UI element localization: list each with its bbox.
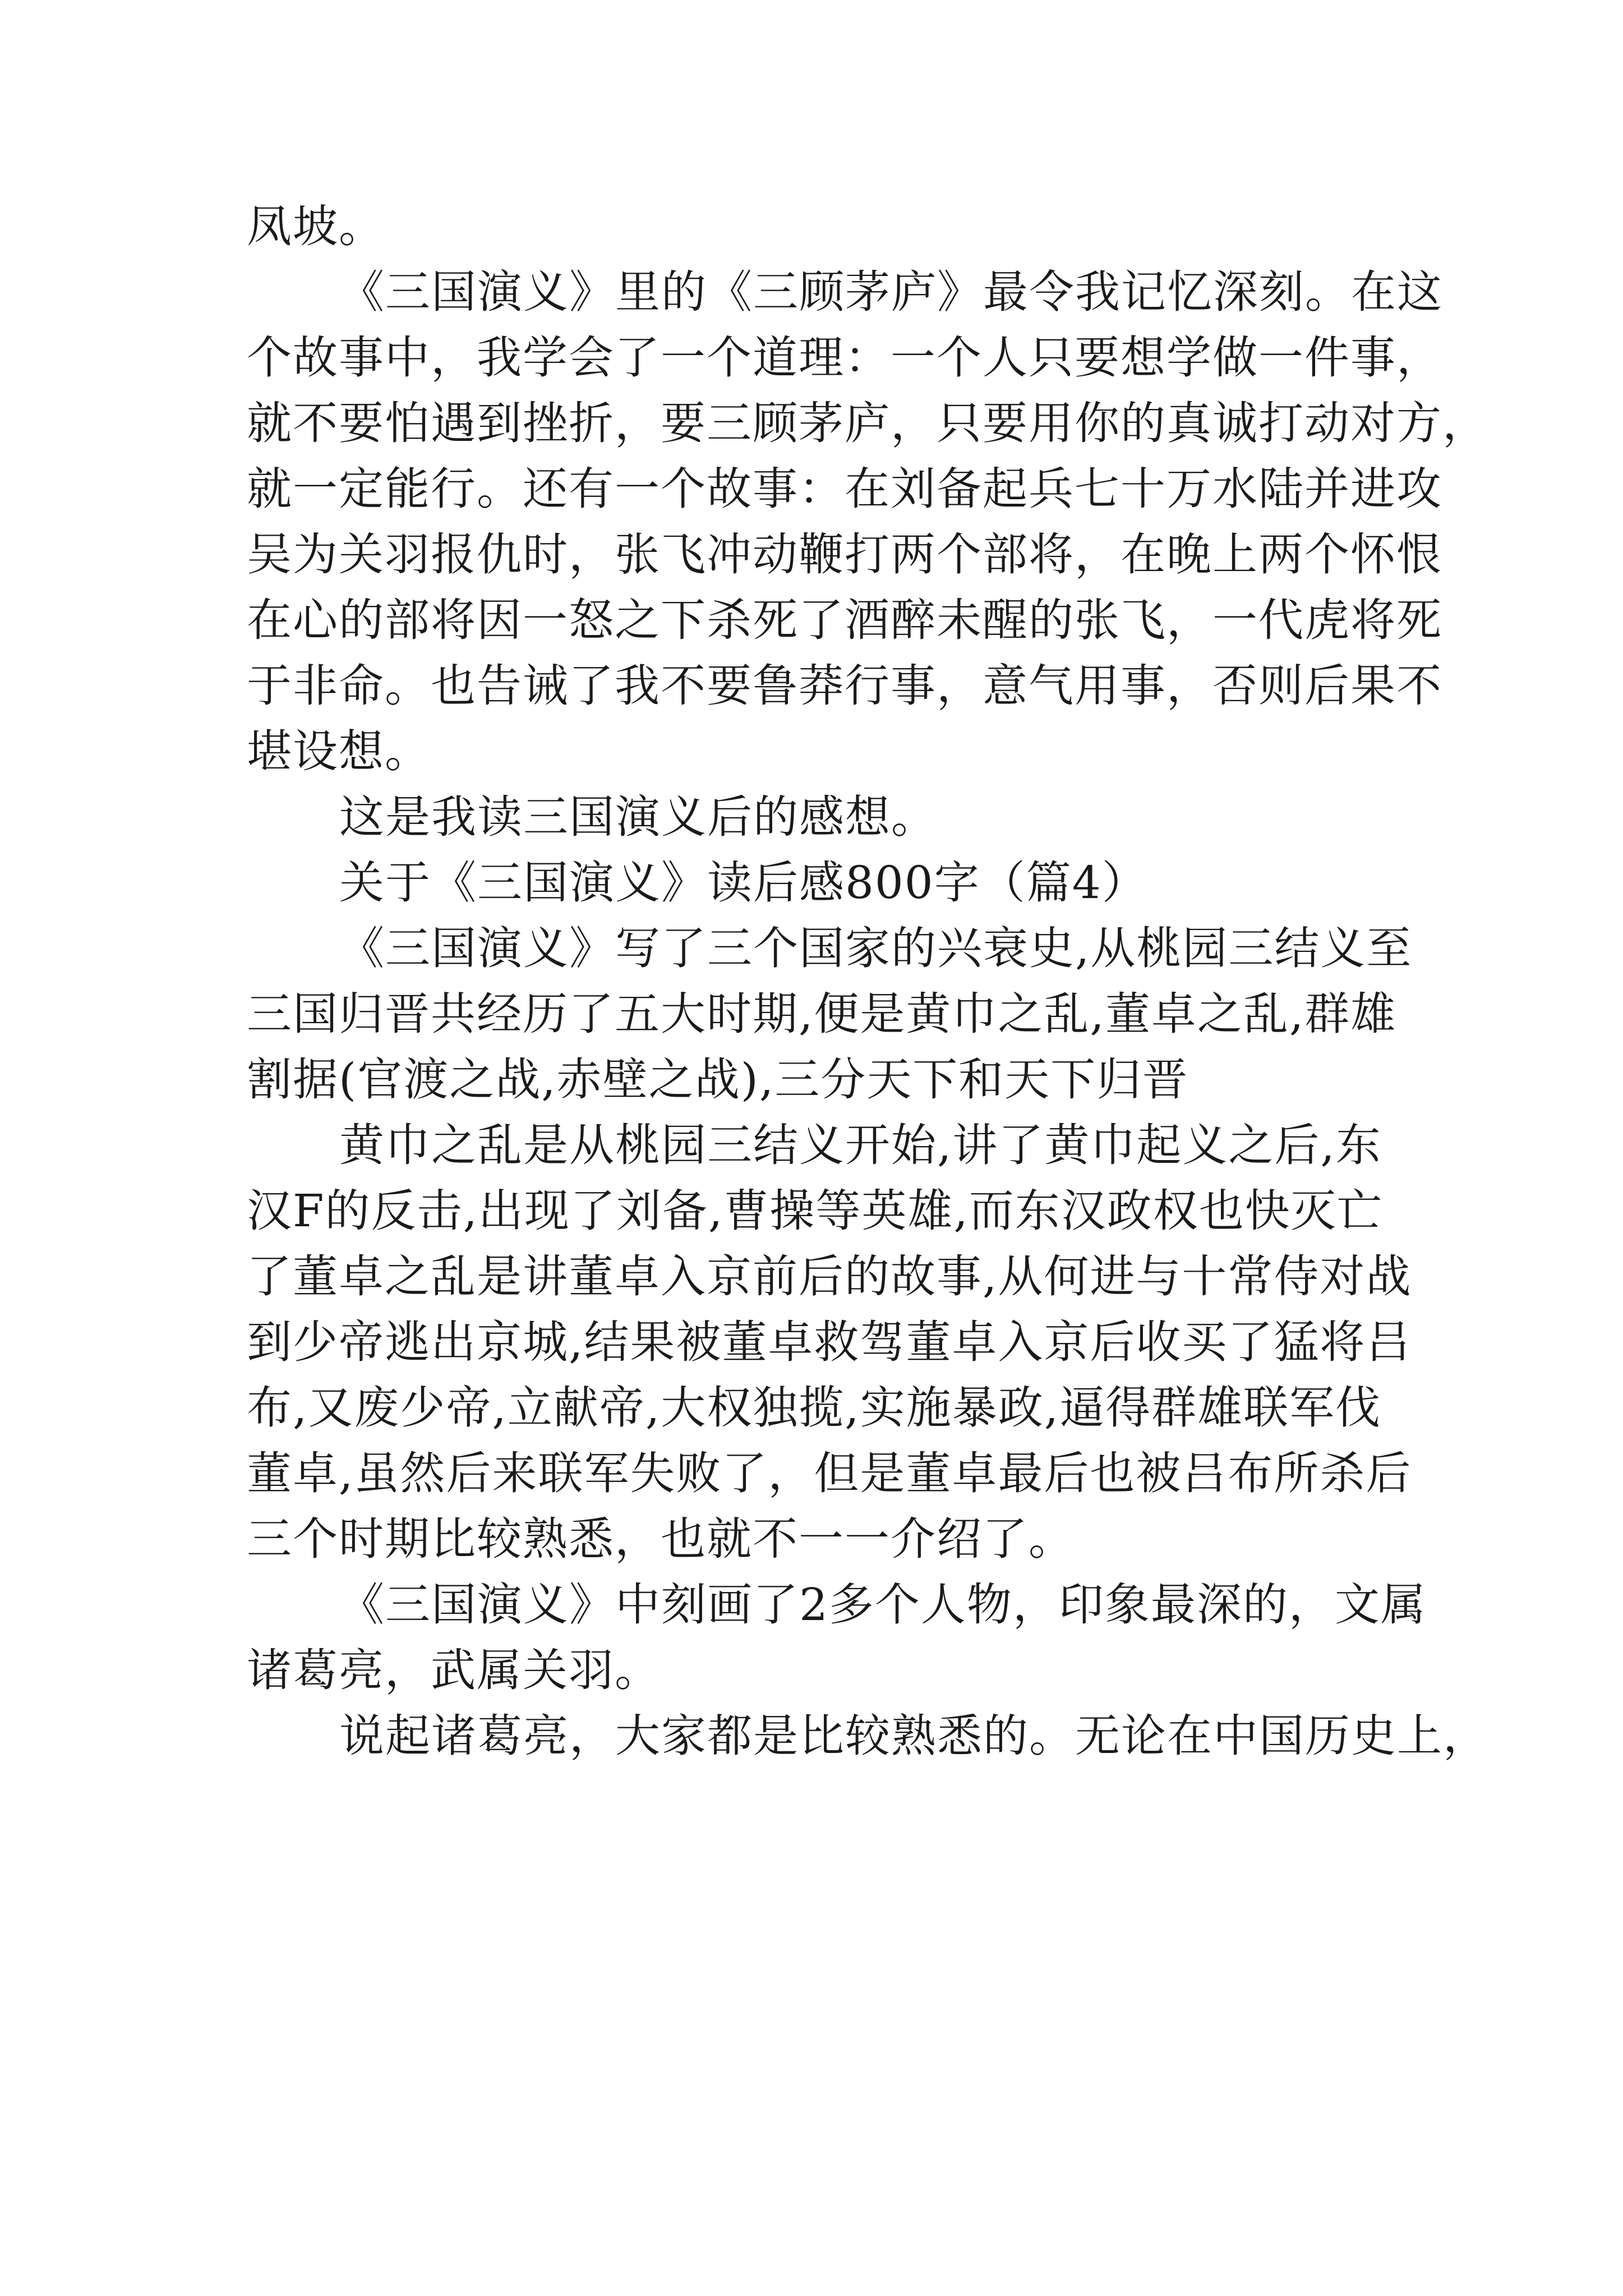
text-line: 诸葛亮，武属关羽。 [247,1644,661,1696]
text-line: 这是我读三国演义后的感想。 [339,791,937,843]
text-line: 《三国演义》写了三个国家的兴衰史,从桃园三结义至 [339,922,1413,974]
text-line: 了董卓之乱是讲董卓入京前后的故事,从何进与十常侍对战 [247,1250,1412,1303]
document-body [247,194,1489,1769]
text-line: 说起诸葛亮，大家都是比较熟悉的。无论在中国历史上， [339,1710,1489,1762]
text-line: 割据(官渡之战,赤壁之战),三分天下和天下归晋 [247,1053,1189,1106]
section-heading: 关于《三国演义》读后感800字（篇4） [339,857,1148,909]
text-line: 黄巾之乱是从桃园三结义开始,讲了黄巾起义之后,东 [339,1119,1382,1171]
text-line: 三国归晋共经历了五大时期,便是黄巾之乱,董卓之乱,群雄 [247,988,1397,1040]
text-line: 三个时期比较熟悉，也就不一一介绍了。 [247,1513,1075,1565]
text-line: 汉F的反击,出现了刘备,曹操等英雄,而东汉政权也快灭亡 [247,1185,1383,1237]
text-line: 《三国演义》中刻画了2多个人物，印象最深的，文属 [339,1579,1427,1631]
text-line: 吴为关羽报仇时，张飞冲动鞭打两个部将，在晚上两个怀恨 [247,528,1442,581]
text-line: 个故事中，我学会了一个道理：一个人只要想学做一件事， [247,332,1442,384]
text-line: 于非命。也告诫了我不要鲁莽行事，意气用事，否则后果不 [247,660,1442,712]
text-line: 《三国演义》里的《三顾茅庐》最令我记忆深刻。在这 [339,266,1443,318]
text-line: 就一定能行。还有一个故事：在刘备起兵七十万水陆并进攻 [247,463,1442,515]
text-line: 在心的部将因一怒之下杀死了酒醉未醒的张飞，一代虎将死 [247,594,1442,646]
text-line: 就不要怕遇到挫折，要三顾茅庐，只要用你的真诚打动对方， [247,397,1488,449]
text-line: 堪设想。 [247,725,431,777]
text-line: 到少帝逃出京城,结果被董卓救驾董卓入京后收买了猛将吕 [247,1316,1412,1368]
text-line: 凤坡。 [247,200,385,252]
text-line: 董卓,虽然后来联军失败了，但是董卓最后也被吕布所杀后 [247,1447,1412,1499]
text-line: 布,又废少帝,立献帝,大权独揽,实施暴政,逼得群雄联军伐 [247,1382,1382,1434]
